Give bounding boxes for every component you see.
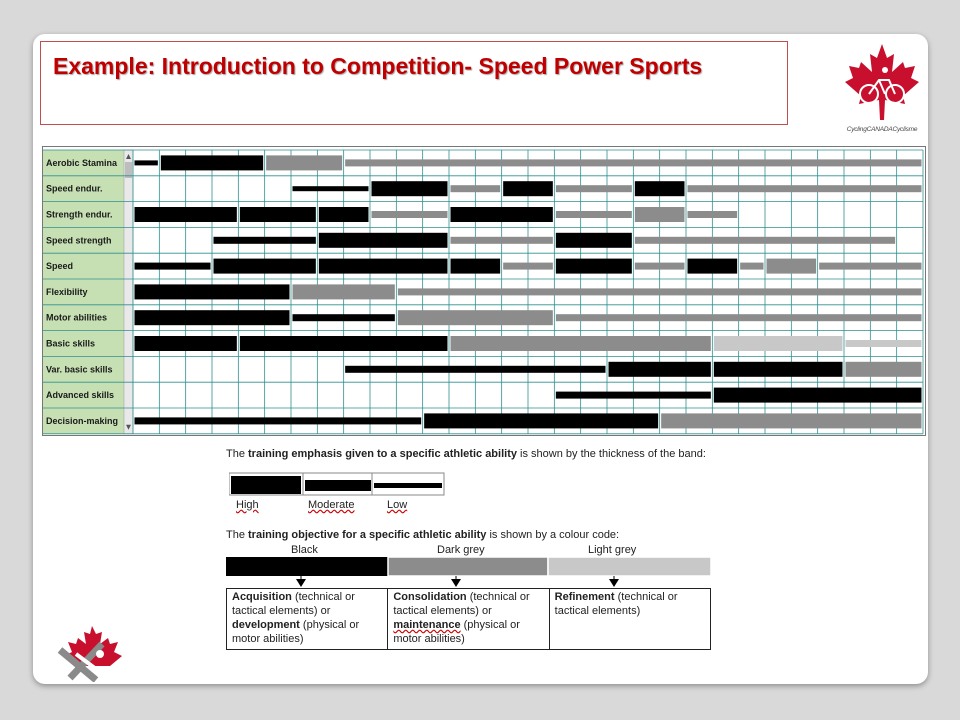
training-band (451, 336, 711, 351)
training-chart-svg (43, 147, 926, 436)
training-band (319, 233, 448, 248)
cell-text-2: (physical or motor abilities) (232, 619, 360, 645)
row-label: Motor abilities (46, 312, 108, 323)
training-band (135, 284, 290, 299)
training-band (740, 263, 763, 270)
objective-table (226, 588, 711, 650)
training-band (372, 211, 448, 218)
row-label: Speed (46, 261, 74, 272)
acquisition-cell (227, 589, 388, 649)
row-label: Var. basic skills (46, 364, 113, 375)
light-grey-swatch (548, 557, 711, 576)
training-band (319, 207, 369, 222)
light-grey-label: Light grey (588, 544, 637, 556)
cell-bold-2: maintenance (393, 619, 461, 631)
training-band (635, 263, 685, 270)
training-band (135, 417, 422, 424)
low-label: Low (387, 499, 408, 511)
row-label: Basic skills (46, 338, 96, 349)
emphasis-post: is shown by the thickness of the band: (516, 448, 706, 460)
row-label: Speed strength (46, 235, 112, 246)
thickness-legend (229, 472, 445, 498)
slide-title: Example: Introduction to Competition- Speed Power Sports (53, 53, 703, 79)
high-label: High (236, 499, 259, 511)
training-band (635, 207, 685, 222)
training-band (398, 310, 553, 325)
training-band (819, 263, 921, 270)
emphasis-caption (226, 448, 706, 460)
row-label: Decision-making (46, 415, 119, 426)
training-band (503, 263, 553, 270)
training-band (846, 362, 922, 377)
training-band (451, 237, 553, 244)
moderate-label: Moderate (308, 499, 355, 511)
training-band (556, 259, 632, 274)
training-band (214, 237, 316, 244)
row-label: Strength endur. (46, 209, 113, 220)
consolidation-cell (388, 589, 549, 649)
training-band (135, 263, 211, 270)
cell-bold-2: development (232, 619, 300, 631)
dark-grey-swatch (388, 557, 548, 576)
training-chart (42, 146, 926, 436)
training-band (556, 314, 922, 321)
logo-text: CyclingCANADACyclisme (846, 126, 918, 133)
dark-grey-label: Dark grey (437, 544, 485, 556)
black-swatch (226, 557, 388, 576)
colour-bar (226, 557, 712, 589)
training-band (451, 207, 553, 222)
training-band (556, 185, 632, 192)
training-band (424, 413, 658, 428)
cell-text-1: (technical or tactical elements) or (232, 591, 355, 617)
training-band (293, 284, 395, 299)
training-band (556, 392, 711, 399)
training-band (135, 310, 290, 325)
training-band (293, 186, 369, 191)
training-band (635, 237, 895, 244)
arrow-down-icon (451, 579, 461, 587)
training-band (767, 259, 817, 274)
refinement-cell (550, 589, 710, 649)
training-band (319, 259, 448, 274)
training-band (135, 160, 158, 165)
training-band (214, 259, 316, 274)
training-band (398, 288, 922, 295)
training-band (240, 336, 448, 351)
cell-text-1: (technical or tactical elements) or (393, 591, 530, 617)
arrow-down-icon (609, 579, 619, 587)
row-label: Advanced skills (46, 390, 115, 401)
cell-text-1: (technical or tactical elements) (554, 591, 678, 617)
training-band (556, 233, 632, 248)
emphasis-bold: training emphasis given to a specific athletic ability (248, 448, 517, 460)
objective-post: is shown by a colour code: (486, 529, 620, 541)
training-band (451, 185, 501, 192)
arrow-down-icon (296, 579, 306, 587)
cycling-canada-logo (839, 42, 925, 142)
cell-text-2: (physical or motor abilities) (393, 619, 520, 645)
training-band (345, 366, 605, 373)
training-band (688, 185, 922, 192)
training-band (345, 159, 921, 166)
training-band (556, 211, 632, 218)
training-band (372, 181, 448, 196)
training-band (714, 388, 922, 403)
training-band (609, 362, 711, 377)
row-label: Flexibility (46, 286, 88, 297)
training-band (688, 259, 738, 274)
cell-bold-1: Refinement (554, 591, 615, 603)
row-label: Aerobic Stamina (46, 157, 118, 168)
training-band (714, 362, 843, 377)
training-band (635, 181, 685, 196)
training-band (846, 340, 922, 347)
objective-caption (226, 529, 619, 541)
slide (33, 34, 928, 684)
training-band (688, 211, 738, 218)
title-box (40, 41, 788, 125)
training-band (503, 181, 553, 196)
training-band (135, 336, 237, 351)
training-band (661, 413, 921, 428)
scrollbar (124, 150, 133, 434)
row-label: Speed endur. (46, 183, 103, 194)
training-band (293, 314, 395, 321)
maple-leaf-icon (839, 42, 925, 126)
coaching-logo-icon (56, 624, 130, 682)
cell-bold-1: Acquisition (232, 591, 292, 603)
training-band (135, 207, 237, 222)
black-label: Black (291, 544, 318, 556)
training-band (240, 207, 316, 222)
objective-pre: The (226, 529, 249, 541)
training-band (161, 155, 263, 170)
training-band (714, 336, 843, 351)
objective-bold: training objective for a specific athletic ability (248, 529, 487, 541)
cell-bold-1: Consolidation (393, 591, 467, 603)
emphasis-pre: The (226, 448, 249, 460)
training-band (266, 155, 342, 170)
training-band (451, 259, 501, 274)
